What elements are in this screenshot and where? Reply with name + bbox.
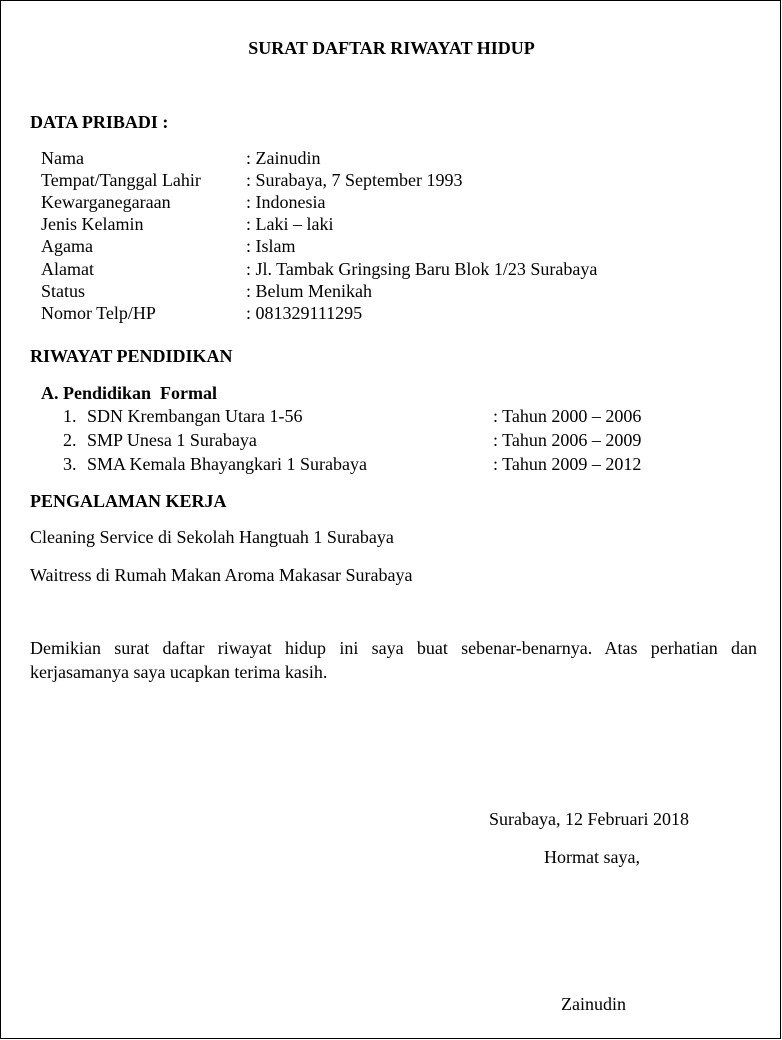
personal-value: : Jl. Tambak Gringsing Baru Blok 1/23 Surabaya bbox=[246, 259, 598, 279]
signature-place-date: Surabaya, 12 Februari 2018 bbox=[489, 809, 689, 829]
signature-greeting: Hormat saya, bbox=[544, 847, 640, 867]
personal-value: : Laki – laki bbox=[246, 214, 334, 234]
education-number: 3. bbox=[63, 454, 77, 474]
personal-data-heading: DATA PRIBADI : bbox=[30, 112, 169, 132]
education-item bbox=[1, 453, 782, 475]
education-heading: RIWAYAT PENDIDIKAN bbox=[30, 346, 233, 366]
personal-label: Agama bbox=[41, 236, 93, 256]
personal-value: : Indonesia bbox=[246, 192, 326, 212]
experience-heading: PENGALAMAN KERJA bbox=[30, 491, 227, 511]
personal-label: Alamat bbox=[41, 259, 94, 279]
education-years: : Tahun 2009 – 2012 bbox=[493, 454, 642, 474]
personal-row-address bbox=[1, 258, 782, 280]
education-item bbox=[1, 429, 782, 451]
document-title: SURAT DAFTAR RIWAYAT HIDUP bbox=[248, 38, 535, 58]
personal-value: : Islam bbox=[246, 236, 296, 256]
personal-row-name bbox=[1, 147, 782, 169]
personal-label: Nomor Telp/HP bbox=[41, 303, 156, 323]
personal-row-birth bbox=[1, 169, 782, 191]
personal-label: Jenis Kelamin bbox=[41, 214, 144, 234]
personal-value: : 081329111295 bbox=[246, 303, 363, 323]
personal-row-status bbox=[1, 280, 782, 302]
education-years: : Tahun 2000 – 2006 bbox=[493, 406, 642, 426]
experience-item: Waitress di Rumah Makan Aroma Makasar Surabaya bbox=[30, 565, 413, 585]
personal-label: Tempat/Tanggal Lahir bbox=[41, 170, 201, 190]
education-school: SMA Kemala Bhayangkari 1 Surabaya bbox=[87, 454, 367, 474]
personal-label: Nama bbox=[41, 148, 84, 168]
education-years: : Tahun 2006 – 2009 bbox=[493, 430, 642, 450]
personal-row-phone bbox=[1, 302, 782, 324]
personal-row-religion bbox=[1, 235, 782, 257]
experience-item: Cleaning Service di Sekolah Hangtuah 1 Surabaya bbox=[30, 527, 394, 547]
personal-row-nationality bbox=[1, 191, 782, 213]
signature-name: Zainudin bbox=[561, 994, 626, 1014]
closing-paragraph: Demikian surat daftar riwayat hidup ini saya buat sebenar-benarnya. Atas perhatian dan kerjasamanya saya ucapkan terima kasih. bbox=[30, 638, 757, 682]
education-number: 2. bbox=[63, 430, 77, 450]
education-item bbox=[1, 405, 782, 427]
personal-value: : Surabaya, 7 September 1993 bbox=[246, 170, 463, 190]
education-number: 1. bbox=[63, 406, 77, 426]
education-subheading: A. Pendidikan Formal bbox=[41, 383, 218, 403]
education-school: SDN Krembangan Utara 1-56 bbox=[87, 406, 303, 426]
education-school: SMP Unesa 1 Surabaya bbox=[87, 430, 257, 450]
personal-value: : Zainudin bbox=[246, 148, 321, 168]
personal-value: : Belum Menikah bbox=[246, 281, 372, 301]
personal-label: Status bbox=[41, 281, 86, 301]
personal-row-gender bbox=[1, 213, 782, 235]
personal-label: Kewarganegaraan bbox=[41, 192, 171, 212]
